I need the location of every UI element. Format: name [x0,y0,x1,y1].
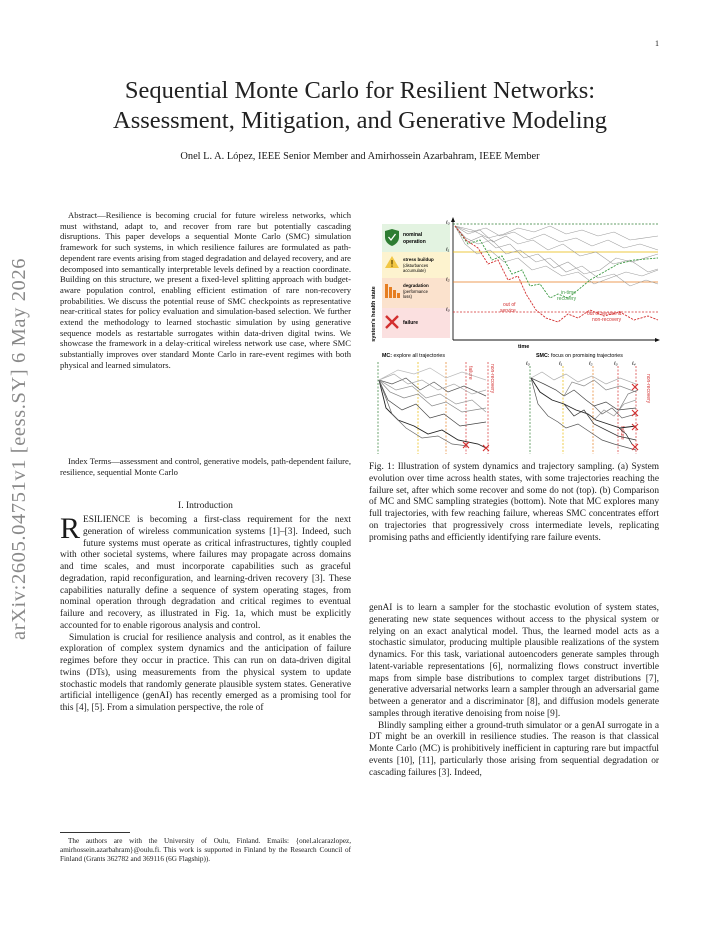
right-paragraph-1: genAI is to learn a sampler for the stochastic evolution of system states, generating new state sequences without access to the physical system or relying on an exact analytical model. Thus, the learned model acts as a stochastic simulator, producing multiple plausible realizations of the system dynamics. For this task, variational autoencoders generate samples through latent-variable representations [6], normalizing flows construct invertible maps from simple base distributions to complex target distributions [7], generative adversarial networks learn a sampler through an adversarial game between a generator and a discriminator [8], and diffusion models generate samples through iterative denoising from noise [9]. [369,603,659,719]
mc-non-recovery-label: non-recovery [489,364,495,394]
right-column-body [369,603,659,779]
abstract [60,210,351,371]
index-terms: Index Terms—assessment and control, generative models, path-dependent failure, resilience, sequential Monte Carlo [60,456,351,477]
figure-caption [369,462,659,544]
figure-mc-panel [378,353,495,454]
introduction-body [60,512,351,715]
nominal-title: nominal [403,232,423,238]
figure-smc-panel [525,353,651,454]
degradation-title: degradation [403,283,429,288]
title-line-1: Sequential Monte Carlo for Resilient Networks: [124,77,596,104]
smc-non-recovery-label: non-recovery [645,374,651,404]
level-3: ℓ₃ [446,307,450,313]
figure-top-panel [371,217,660,350]
level-1: ℓ₁ [446,247,450,253]
smc-level-4: ℓ₄ [632,361,636,367]
nominal-sub: operation [403,239,426,245]
paper-title [60,76,660,136]
in-time-recovery-label: in-time recovery [557,290,577,302]
y-axis-label: system's health state [371,286,377,342]
figure-1 [368,214,662,458]
intro-paragraph-1 [60,512,351,633]
failure-title: failure [403,320,419,326]
smc-level-0: ℓ₀ [526,361,530,367]
smc-level-3: ℓ₃ [614,361,618,367]
page-number: 1 [655,39,659,48]
caption-text: Fig. 1: Illustration of system dynamics and trajectory sampling. (a) System evolution over time across health states, with some trajectories reaching the failure set, after which some recover and some do not (top). (b) Comparison of MC and SMC sampling strategies (bottom). Note that MC explores many full trajectories, with few reaching failure, whereas SMC concentrates effort on trajectories that progressively cross intermediate levels, replicating promising paths and efficiently identifying rare failure events. [369,462,659,543]
abstract-text: Abstract—Resilience is becoming crucial for future wireless networks, which must withstand, adapt to, and recover from rare but potentially cascading disruptions. This paper develops a sequential Monte Carlo (SMC) simulation framework for such systems, in which resilience failures are formulated as path-dependent rare events arising from staged degradation and delayed recovery, and are decomposed into semantically interpretable levels defined by a reaction coordinate. Building on this structure, we present a fixed-level splitting approach with budget-aware population control, enabling efficient estimation of rare non-recovery probabilities. We discuss the potential reuse of SMC checkpoints as representative near-critical states for policy evaluation and simulation-based selection. We further extend the methodology to learned stochastic simulation by using generative sequence models as restartable surrogates within data-driven digital twins. We showcase the framework in a delay-critical wireless network use case, where SMC substantially improves over standard Monte Carlo in rare-event regimes with both physical and learned simulators. [60,210,351,370]
section-heading: I. Introduction [178,501,233,511]
stress-sub: (disturbances accumulate) [403,263,429,273]
mc-failure-label: failure [467,366,473,380]
mc-trajectories [379,368,486,448]
out-of-service-label: out of service [500,302,516,314]
x-axis-label: time [518,344,530,350]
intro-paragraph-1-text: ESILIENCE is becoming a first-class requirement for the next generation of wireless communication systems [1]–[3]. Indeed, such future systems must operate as critical infrastructures, tightly coupled with other societal systems, where failures may propagate across domains and time scales, and must incorporate capabilities such as graceful degradation, rapid reconfiguration, and learning-driven recovery [3]. These capabilities naturally define a sequence of system operating stages, from nominal operation through degradation and critical regimes to eventual failure and recovery, as illustrated in Fig. 1a, which must be explicitly accounted for to enable rigorous analysis and control. [60,515,351,631]
right-paragraph-2: Blindly sampling either a ground-truth simulator or a genAI surrogate in a DT might be an overkill in resilience studies. The reason is that classical Monte Carlo (MC) is prohibitively inefficient in capturing rare but impactful events [10], [11], particularly those arising from sequential degradation or cascading failures [3]. Indeed, [369,720,659,778]
footnote-text: The authors are with the University of Oulu, Finland. Emails: {onel.alcarazlopez, amirhossein.azarbahram}@oulu.fi. This work is supported in Finland by the Research Council of Finland (Grants 362782 and 369116 (6G Flagship)). [60,837,351,863]
author-list: Onel L. A. López, IEEE Senior Member and Amirhossein Azarbahram, IEEE Member [180,151,540,162]
title-line-2: Assessment, Mitigation, and Generative Modeling [113,107,607,134]
smc-level-1: ℓ₁ [559,361,563,367]
footnote-rule [60,832,130,833]
intro-paragraph-2: Simulation is crucial for resilience analysis and control, as it enables the exploration of complex system dynamics and the anticipation of failure regimes before they occur in practice. This can run on data-driven digital twins (DTs), using measurements from the physical system to update stochastic models that randomly generate plausible system states. Generative artificial intelligence (genAI) has recently emerged as a promising tool for this [4], [5]. From a simulation perspective, the role of [60,632,351,713]
degradation-sub: (performance loss) [403,289,428,299]
smc-level-2: ℓ₂ [589,361,593,367]
footnote [60,837,351,864]
level-2: ℓ₂ [446,277,450,283]
smc-title: SMC: focus on promising trajectories [536,353,623,359]
non-recovery-label: out of service & non-recovery [587,311,622,323]
drop-cap: R [60,512,81,545]
arxiv-identifier: arXiv:2605.04751v1 [eess.SY] 6 May 2026 [8,257,30,640]
stress-title: stress buildup [403,257,434,262]
level-0: ℓ₀ [446,220,450,226]
sample-trajectories [455,226,658,286]
mc-title: MC: explore all trajectories [382,353,446,359]
smc-failure-label: failure [619,426,625,440]
